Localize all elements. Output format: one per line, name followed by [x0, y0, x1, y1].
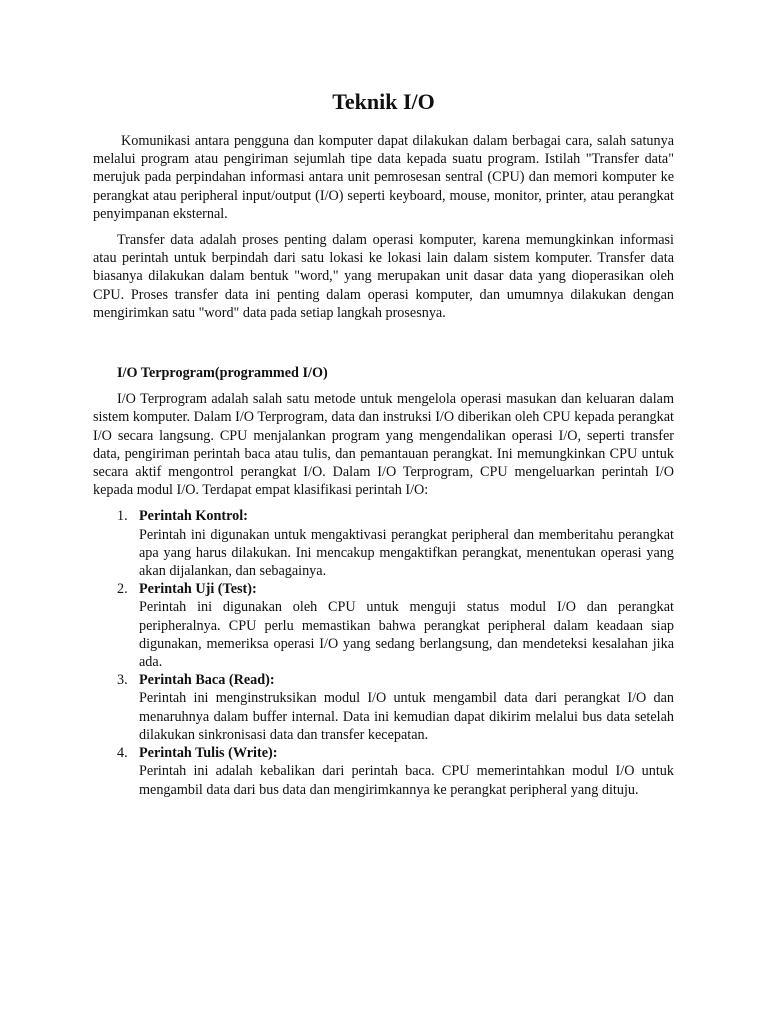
list-item — [93, 580, 674, 671]
document-page — [93, 88, 674, 799]
list-item-title: Perintah Uji (Test): — [139, 581, 257, 598]
list-item-title: Perintah Baca (Read): — [139, 672, 275, 689]
list-item-number: 2. — [117, 581, 128, 598]
list-item-description: Perintah ini adalah kebalikan dari perintah baca. CPU memerintahkan modul I/O untuk mengambil data dari bus data dan mengirimkannya ke perangkat peripheral yang dituju. — [139, 763, 674, 798]
list-item-description: Perintah ini digunakan untuk mengaktivasi perangkat peripheral dan memberitahu perangkat apa yang harus dilakukan. Ini mencakup mengaktifkan perangkat, menentukan operasi yang akan dijalankan, dan sebagainya. — [139, 526, 674, 580]
section-paragraph: I/O Terprogram adalah salah satu metode untuk mengelola operasi masukan dan keluaran dalam sistem komputer. Dalam I/O Terprogram, data dan instruksi I/O diberikan oleh CPU kepada perangkat I/O secara langsung. CPU menjalankan program yang mengendalikan operasi I/O, seperti transfer data, pengiriman perintah baca atau tulis, dan pemantauan perangkat. Ini memungkinkan CPU untuk secara aktif mengontrol perangkat I/O. Dalam I/O Terprogram, CPU mengeluarkan perintah I/O kepada modul I/O. Terdapat empat klasifikasi perintah I/O: — [93, 391, 674, 499]
section-spacer — [93, 334, 674, 364]
document-title: Teknik I/O — [332, 89, 435, 114]
list-item-number: 1. — [117, 508, 128, 525]
list-item-description: Perintah ini digunakan oleh CPU untuk menguji status modul I/O dan perangkat peripheralnya. CPU perlu memastikan bahwa perangkat peripheral dalam keadaan siap digunakan, memeriksa operasi I/O yang sedang berlangsung, dan mendeteksi kesalahan jika ada. — [139, 599, 674, 671]
list-item-number: 4. — [117, 745, 128, 762]
list-item-title: Perintah Tulis (Write): — [139, 745, 278, 762]
section-heading: I/O Terprogram(programmed I/O) — [117, 365, 328, 382]
command-list — [93, 507, 674, 798]
intro-paragraph-2: Transfer data adalah proses penting dalam operasi komputer, karena memungkinkan informasi atau perintah untuk berpindah dari satu lokasi ke lokasi lain dalam sistem komputer. Transfer data biasanya dilakukan dalam bentuk "word," yang merupakan unit dasar data yang dioperasikan oleh CPU. Proses transfer data ini penting dalam operasi komputer, dan umumnya dilakukan dengan mengirimkan satu "word" data pada setiap langkah prosesnya. — [93, 232, 674, 321]
list-item-title: Perintah Kontrol: — [139, 508, 248, 525]
list-item — [93, 744, 674, 799]
list-item-number: 3. — [117, 672, 128, 689]
list-item — [93, 671, 674, 744]
list-item — [93, 507, 674, 580]
intro-paragraph-1: Komunikasi antara pengguna dan komputer dapat dilakukan dalam berbagai cara, salah satunya melalui program atau pengiriman sejumlah tipe data kepada suatu program. Istilah "Transfer data" merujuk pada perpindahan informasi antara unit pemrosesan sentral (CPU) dan memori komputer ke perangkat atau peripheral input/output (I/O) seperti keyboard, mouse, monitor, printer, atau perangkat penyimpanan eksternal. — [93, 133, 674, 222]
list-item-description: Perintah ini menginstruksikan modul I/O untuk mengambil data dari perangkat I/O dan menaruhnya dalam buffer internal. Data ini kemudian dapat dikirim melalui bus data setelah dilakukan sinkronisasi data dan transfer kecepatan. — [139, 690, 674, 743]
